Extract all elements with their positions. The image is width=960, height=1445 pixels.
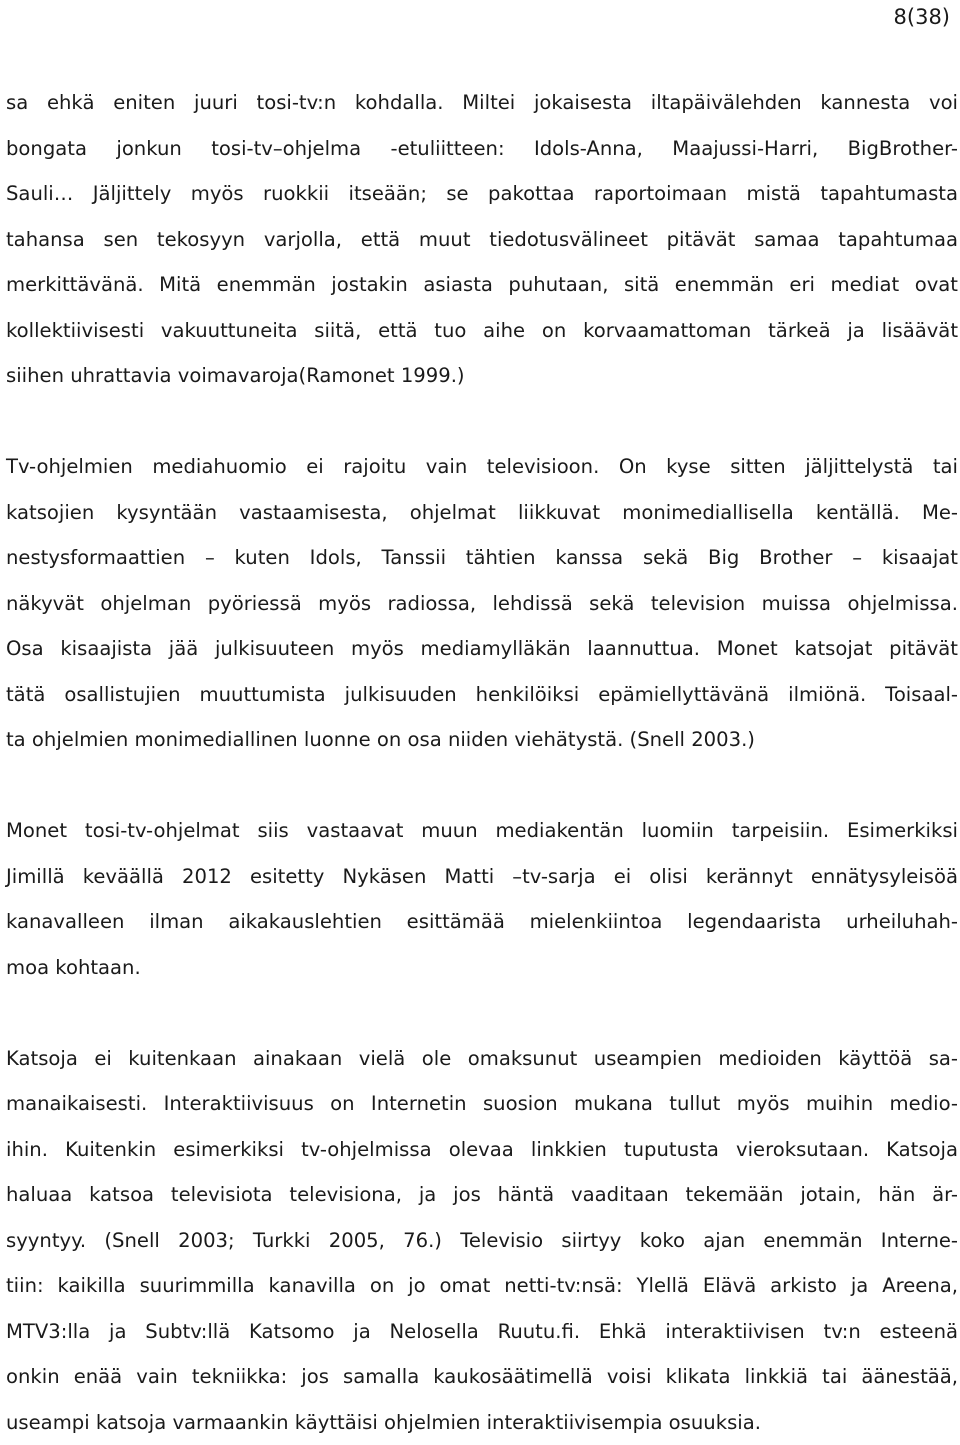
text-line: kollektiivisesti vakuuttuneita siitä, että tuo aihe on korvaamattoman tärkeä ja lisäävät [6,308,958,354]
page-number: 8(38) [894,2,950,32]
text-line: ihin. Kuitenkin esimerkiksi tv-ohjelmissa olevaa linkkien tuputusta vieroksutaan. Katsoja [6,1127,958,1173]
text-line: bongata jonkun tosi-tv–ohjelma -etuliitteen: Idols-Anna, Maajussi-Harri, BigBrother- [6,126,958,172]
text-line: MTV3:lla ja Subtv:llä Katsomo ja Nelosella Ruutu.fi. Ehkä interaktiivisen tv:n esteenä [6,1309,958,1355]
text-line: syyntyy. (Snell 2003; Turkki 2005, 76.) Televisio siirtyy koko ajan enemmän Interne- [6,1218,958,1264]
text-line: merkittävänä. Mitä enemmän jostakin asiasta puhutaan, sitä enemmän eri mediat ovat [6,262,958,308]
text-line: näkyvät ohjelman pyöriessä myös radiossa, lehdissä sekä television muissa ohjelmissa. [6,581,958,627]
text-line: tiin: kaikilla suurimmilla kanavilla on jo omat netti-tv:nsä: Ylellä Elävä arkisto ja Areena, [6,1263,958,1309]
paragraph-gap [6,990,958,1036]
text-line: ta ohjelmien monimediallinen luonne on osa niiden viehätystä. (Snell 2003.) [6,717,958,763]
text-line: tätä osallistujien muuttumista julkisuuden henkilöiksi epämiellyttävänä ilmiönä. Toisaal- [6,672,958,718]
text-line: Katsoja ei kuitenkaan ainakaan vielä ole omaksunut useampien medioiden käyttöä sa- [6,1036,958,1082]
text-line: useampi katsoja varmaankin käyttäisi ohjelmien interaktiivisempia osuuksia. [6,1400,958,1445]
text-line: Jimillä keväällä 2012 esitetty Nykäsen Matti –tv-sarja ei olisi kerännyt ennätysyleisöä [6,854,958,900]
paragraph-gap [6,399,958,445]
text-line: haluaa katsoa televisiota televisiona, ja jos häntä vaaditaan tekemään jotain, hän är- [6,1172,958,1218]
document-body [6,80,958,1445]
text-line: tahansa sen tekosyyn varjolla, että muut tiedotusvälineet pitävät samaa tapahtumaa [6,217,958,263]
text-line: kanavalleen ilman aikakauslehtien esittämää mielenkiintoa legendaarista urheiluhah- [6,899,958,945]
text-line: nestysformaattien – kuten Idols, Tanssii tähtien kanssa sekä Big Brother – kisaajat [6,535,958,581]
text-line: sa ehkä eniten juuri tosi-tv:n kohdalla. Miltei jokaisesta iltapäivälehden kannesta voi [6,80,958,126]
text-line: moa kohtaan. [6,945,958,991]
text-line: katsojien kysyntään vastaamisesta, ohjelmat liikkuvat monimediallisella kentällä. Me- [6,490,958,536]
paragraph [6,444,958,763]
paragraph [6,80,958,399]
paragraph [6,1036,958,1445]
paragraph [6,808,958,990]
text-line: manaikaisesti. Interaktiivisuus on Internetin suosion mukana tullut myös muihin medio- [6,1081,958,1127]
text-line: Sauli… Jäljittely myös ruokkii itseään; se pakottaa raportoimaan mistä tapahtumasta [6,171,958,217]
text-line: Osa kisaajista jää julkisuuteen myös mediamylläkän laannuttua. Monet katsojat pitävät [6,626,958,672]
text-line: Tv-ohjelmien mediahuomio ei rajoitu vain televisioon. On kyse sitten jäljittelystä tai [6,444,958,490]
paragraph-gap [6,763,958,809]
text-line: onkin enää vain tekniikka: jos samalla kaukosäätimellä voisi klikata linkkiä tai äänestää, [6,1354,958,1400]
text-line: Monet tosi-tv-ohjelmat siis vastaavat muun mediakentän luomiin tarpeisiin. Esimerkiksi [6,808,958,854]
text-line: siihen uhrattavia voimavaroja(Ramonet 1999.) [6,353,958,399]
